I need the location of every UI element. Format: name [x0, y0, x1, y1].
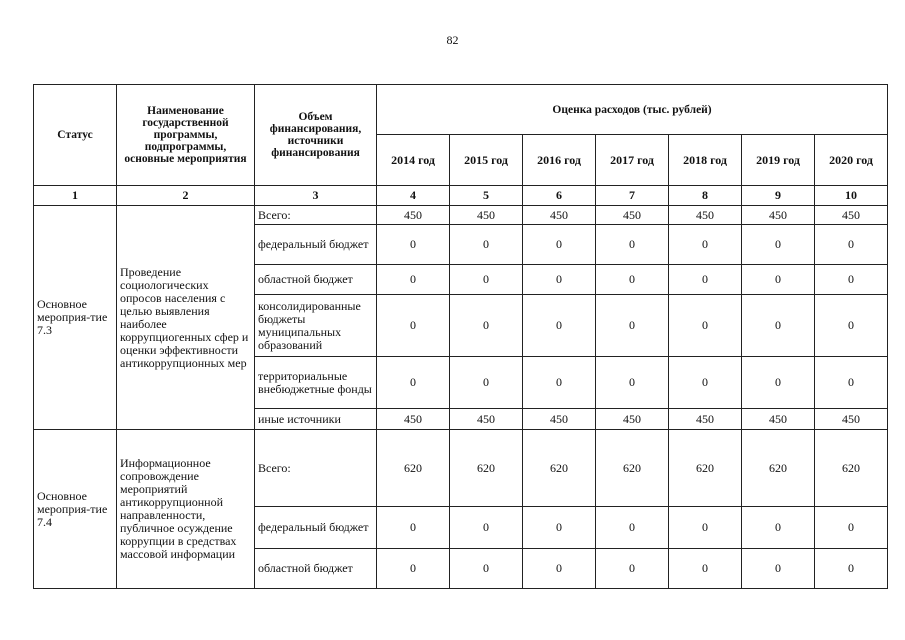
- value-cell: 0: [523, 549, 596, 589]
- value-cell: 450: [450, 206, 523, 225]
- value-cell: 620: [377, 430, 450, 507]
- header-year: 2014 год: [377, 135, 450, 186]
- value-cell: 0: [669, 507, 742, 549]
- value-cell: 450: [523, 206, 596, 225]
- value-cell: 0: [377, 507, 450, 549]
- value-cell: 620: [815, 430, 888, 507]
- funding-source: Всего:: [255, 430, 377, 507]
- value-cell: 0: [377, 357, 450, 409]
- value-cell: 0: [815, 225, 888, 265]
- value-cell: 450: [815, 206, 888, 225]
- expenditure-table: [33, 84, 888, 589]
- value-cell: 0: [377, 549, 450, 589]
- value-cell: 0: [596, 357, 669, 409]
- value-cell: 0: [377, 225, 450, 265]
- column-number: 5: [450, 186, 523, 206]
- value-cell: 0: [596, 549, 669, 589]
- value-cell: 450: [377, 206, 450, 225]
- value-cell: 0: [815, 265, 888, 295]
- value-cell: 450: [669, 206, 742, 225]
- value-cell: 0: [523, 357, 596, 409]
- funding-source: федеральный бюджет: [255, 225, 377, 265]
- value-cell: 0: [669, 549, 742, 589]
- value-cell: 620: [742, 430, 815, 507]
- value-cell: 0: [742, 357, 815, 409]
- value-cell: 0: [450, 265, 523, 295]
- header-volume: Объем финансирования, источники финансирования: [255, 85, 377, 186]
- value-cell: 0: [669, 357, 742, 409]
- value-cell: 620: [450, 430, 523, 507]
- value-cell: 0: [523, 225, 596, 265]
- measure-name-cell: Информационное сопровождение мероприятий антикоррупционной направленности, публичное осуждение коррупции в средствах массовой информации: [117, 430, 255, 589]
- header-name: Наименование государственной программы, подпрограммы, основные мероприятия: [117, 85, 255, 186]
- value-cell: 450: [377, 409, 450, 430]
- status-cell: Основное мероприя-тие 7.3: [34, 206, 117, 430]
- header-estimate: Оценка расходов (тыс. рублей): [377, 85, 888, 135]
- column-number: 7: [596, 186, 669, 206]
- header-year: 2019 год: [742, 135, 815, 186]
- header-year: 2020 год: [815, 135, 888, 186]
- value-cell: 0: [815, 507, 888, 549]
- value-cell: 620: [523, 430, 596, 507]
- column-number: 9: [742, 186, 815, 206]
- value-cell: 0: [742, 225, 815, 265]
- value-cell: 0: [815, 549, 888, 589]
- funding-source: федеральный бюджет: [255, 507, 377, 549]
- value-cell: 450: [523, 409, 596, 430]
- value-cell: 0: [450, 357, 523, 409]
- funding-source: Всего:: [255, 206, 377, 225]
- value-cell: 0: [815, 357, 888, 409]
- value-cell: 0: [596, 265, 669, 295]
- table-row: [34, 430, 888, 507]
- value-cell: 450: [596, 206, 669, 225]
- value-cell: 0: [596, 295, 669, 357]
- value-cell: 0: [377, 295, 450, 357]
- value-cell: 0: [523, 265, 596, 295]
- value-cell: 450: [669, 409, 742, 430]
- header-year: 2018 год: [669, 135, 742, 186]
- header-year: 2017 год: [596, 135, 669, 186]
- column-number: 4: [377, 186, 450, 206]
- value-cell: 620: [596, 430, 669, 507]
- value-cell: 620: [669, 430, 742, 507]
- value-cell: 450: [742, 206, 815, 225]
- funding-source: территориальные внебюджетные фонды: [255, 357, 377, 409]
- column-number-row: [34, 186, 888, 206]
- value-cell: 0: [523, 295, 596, 357]
- value-cell: 0: [596, 225, 669, 265]
- value-cell: 0: [669, 225, 742, 265]
- value-cell: 0: [450, 507, 523, 549]
- header-status: Статус: [34, 85, 117, 186]
- header-row-top: [34, 85, 888, 135]
- page-number: 82: [446, 33, 459, 47]
- value-cell: 0: [742, 295, 815, 357]
- value-cell: 0: [523, 507, 596, 549]
- value-cell: 0: [742, 507, 815, 549]
- column-number: 1: [34, 186, 117, 206]
- value-cell: 0: [815, 295, 888, 357]
- status-cell: Основное мероприя-тие 7.4: [34, 430, 117, 589]
- value-cell: 0: [450, 225, 523, 265]
- column-number: 2: [117, 186, 255, 206]
- value-cell: 0: [669, 295, 742, 357]
- value-cell: 0: [377, 265, 450, 295]
- table-row: [34, 206, 888, 225]
- column-number: 6: [523, 186, 596, 206]
- value-cell: 450: [596, 409, 669, 430]
- header-year: 2016 год: [523, 135, 596, 186]
- value-cell: 450: [450, 409, 523, 430]
- value-cell: 0: [450, 549, 523, 589]
- value-cell: 0: [742, 265, 815, 295]
- column-number: 3: [255, 186, 377, 206]
- value-cell: 0: [742, 549, 815, 589]
- funding-source: консолидированные бюджеты муниципальных образований: [255, 295, 377, 357]
- funding-source: иные источники: [255, 409, 377, 430]
- value-cell: 0: [596, 507, 669, 549]
- value-cell: 450: [742, 409, 815, 430]
- column-number: 10: [815, 186, 888, 206]
- column-number: 8: [669, 186, 742, 206]
- funding-source: областной бюджет: [255, 265, 377, 295]
- value-cell: 0: [669, 265, 742, 295]
- header-year: 2015 год: [450, 135, 523, 186]
- value-cell: 0: [450, 295, 523, 357]
- value-cell: 450: [815, 409, 888, 430]
- funding-source: областной бюджет: [255, 549, 377, 589]
- measure-name-cell: Проведение социологических опросов населения с целью выявления наиболее коррупциогенных сфер и оценки эффективности антикоррупционных мер: [117, 206, 255, 430]
